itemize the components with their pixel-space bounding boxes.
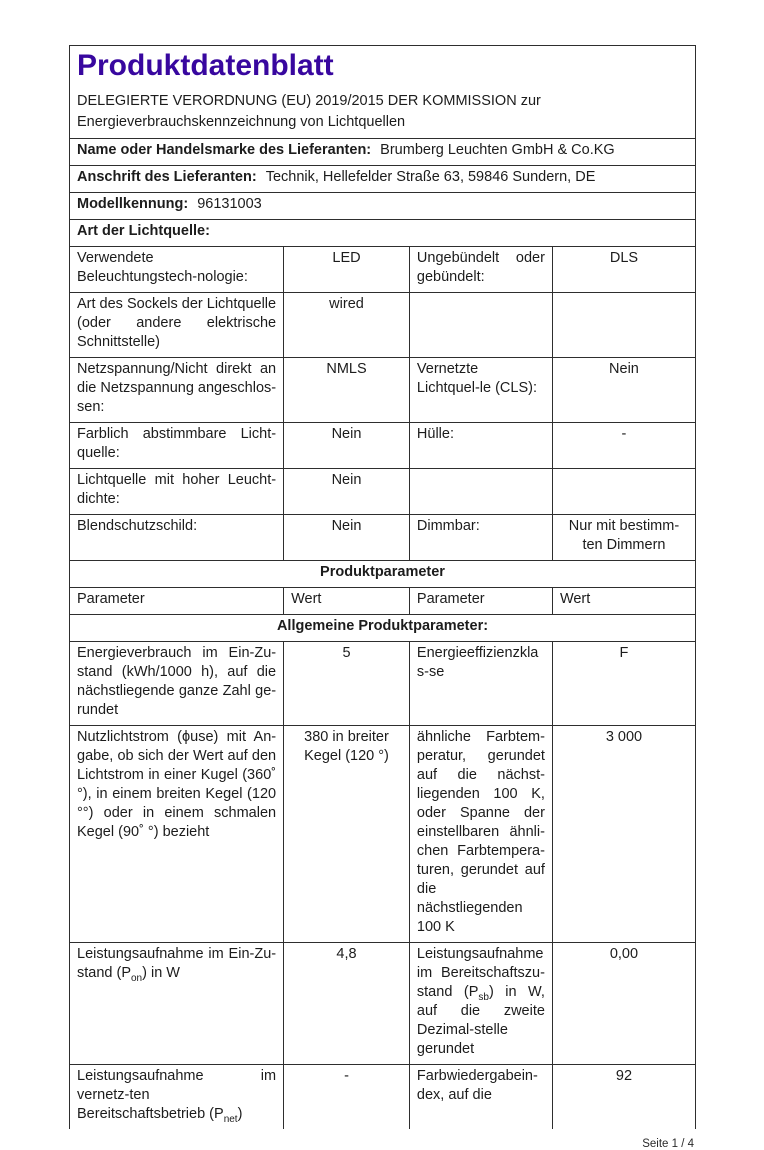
table-row bbox=[70, 423, 696, 469]
param-cell bbox=[409, 293, 552, 358]
page-title: Produktdatenblatt bbox=[77, 49, 334, 82]
value-cell: DLS bbox=[552, 247, 695, 293]
value-cell: LED bbox=[284, 247, 410, 293]
supplier-address-cell bbox=[70, 166, 696, 193]
param-cell: Nutzlichtstrom (ϕuse) mit An-gabe, ob sich der Wert auf den Lichtstrom in einer Kugel (360˚ °), in einem breiten Kegel (120 °°) oder in einem schmalen Kegel (90˚ °) bezieht bbox=[70, 726, 284, 943]
light-source-type-row bbox=[70, 220, 696, 247]
param-cell: Netzspannung/Nicht direkt an die Netzspannung angeschlos-sen: bbox=[70, 358, 284, 423]
supplier-name-value: Brumberg Leuchten GmbH & Co.KG bbox=[380, 142, 615, 158]
section-header-cell: Allgemeine Produktparameter: bbox=[70, 615, 696, 642]
table-row bbox=[70, 247, 696, 293]
table-row bbox=[70, 358, 696, 423]
value-cell: 5 bbox=[284, 642, 410, 726]
param-cell: Ungebündelt oder gebündelt: bbox=[409, 247, 552, 293]
param-cell: Lichtquelle mit hoher Leucht-dichte: bbox=[70, 469, 284, 515]
param-cell: Leistungsaufnahme im vernetz-ten Bereitschaftsbetrieb $(P_{net})$ bbox=[70, 1065, 284, 1130]
value-cell: - bbox=[284, 1065, 410, 1130]
light-source-type-label: Art der Lichtquelle: bbox=[77, 223, 210, 239]
value-cell: 380 in breiter Kegel (120 °) bbox=[284, 726, 410, 943]
regulation-text: DELEGIERTE VERORDNUNG (EU) 2019/2015 DER KOMMISSION zur Energieverbrauchskennzeichnung von Lichtquellen bbox=[77, 93, 541, 130]
param-cell: Blendschutzschild: bbox=[70, 515, 284, 561]
table-row bbox=[70, 588, 696, 615]
model-id-row bbox=[70, 193, 696, 220]
param-cell: Hülle: bbox=[409, 423, 552, 469]
column-header-cell: Parameter bbox=[409, 588, 552, 615]
value-cell: Nur mit bestimm-ten Dimmern bbox=[552, 515, 695, 561]
column-header-cell: Wert bbox=[552, 588, 695, 615]
column-header-cell: Parameter bbox=[70, 588, 284, 615]
datasheet-table bbox=[69, 45, 696, 1129]
model-id-value: 96131003 bbox=[197, 196, 262, 212]
value-cell: 4,8 bbox=[284, 943, 410, 1065]
table-row bbox=[70, 1065, 696, 1130]
supplier-name-cell bbox=[70, 139, 696, 166]
value-cell: - bbox=[552, 423, 695, 469]
value-cell: Nein bbox=[284, 515, 410, 561]
column-header-cell: Wert bbox=[284, 588, 410, 615]
header-cell bbox=[70, 46, 696, 139]
datasheet bbox=[69, 45, 696, 1150]
table-row bbox=[70, 469, 696, 515]
value-cell: 92 bbox=[552, 1065, 695, 1130]
light-source-type-cell bbox=[70, 220, 696, 247]
supplier-address-label: Anschrift des Lieferanten: bbox=[77, 169, 257, 185]
param-cell: Farbwiedergabein-dex, auf die bbox=[409, 1065, 552, 1130]
table-row bbox=[70, 726, 696, 943]
model-id-label: Modellkennung: bbox=[77, 196, 189, 212]
section-header-cell: Produktparameter bbox=[70, 561, 696, 588]
table-row bbox=[70, 943, 696, 1065]
table-row bbox=[70, 515, 696, 561]
param-cell: Energieverbrauch im Ein-Zu-stand (kWh/1000 h), auf die nächstliegende ganze Zahl ge-rundet bbox=[70, 642, 284, 726]
value-cell: Nein bbox=[552, 358, 695, 423]
value-cell: NMLS bbox=[284, 358, 410, 423]
section-header-row bbox=[70, 615, 696, 642]
value-cell bbox=[552, 293, 695, 358]
param-cell: Farblich abstimmbare Licht-quelle: bbox=[70, 423, 284, 469]
param-cell: Leistungsaufnahme im Ein-Zu-stand $(P_{on})$ in W bbox=[70, 943, 284, 1065]
value-cell: wired bbox=[284, 293, 410, 358]
value-cell: F bbox=[552, 642, 695, 726]
table-row bbox=[70, 293, 696, 358]
param-cell: Art des Sockels der Lichtquelle (oder andere elektrische Schnittstelle) bbox=[70, 293, 284, 358]
param-cell: Dimmbar: bbox=[409, 515, 552, 561]
param-cell: Verwendete Beleuchtungstech-nologie: bbox=[70, 247, 284, 293]
supplier-name-row bbox=[70, 139, 696, 166]
supplier-address-row bbox=[70, 166, 696, 193]
page-number: Seite 1 / 4 bbox=[642, 1138, 694, 1150]
param-cell: Leistungsaufnahme im Bereitschaftszu-stand $(P_{sb})$ in W, auf die zweite Dezimal-stelle gerundet bbox=[409, 943, 552, 1065]
supplier-name-label: Name oder Handelsmarke des Lieferanten: bbox=[77, 142, 372, 158]
header-row bbox=[70, 46, 696, 139]
param-cell: ähnliche Farbtem-peratur, gerundet auf die nächst-liegenden 100 K, oder Spanne der einstellbaren ähnli-chen Farbtempera-turen, gerundet auf die nächstliegenden 100 K bbox=[409, 726, 552, 943]
section-header-row bbox=[70, 561, 696, 588]
supplier-address-value: Technik, Hellefelder Straße 63, 59846 Sundern, DE bbox=[265, 169, 596, 185]
value-cell bbox=[552, 469, 695, 515]
value-cell: 3 000 bbox=[552, 726, 695, 943]
value-cell: 0,00 bbox=[552, 943, 695, 1065]
param-cell: Energieeffizienzklas-se bbox=[409, 642, 552, 726]
value-cell: Nein bbox=[284, 423, 410, 469]
param-cell: Vernetzte Lichtquel-le (CLS): bbox=[409, 358, 552, 423]
param-cell bbox=[409, 469, 552, 515]
table-row bbox=[70, 642, 696, 726]
value-cell: Nein bbox=[284, 469, 410, 515]
model-id-cell bbox=[70, 193, 696, 220]
